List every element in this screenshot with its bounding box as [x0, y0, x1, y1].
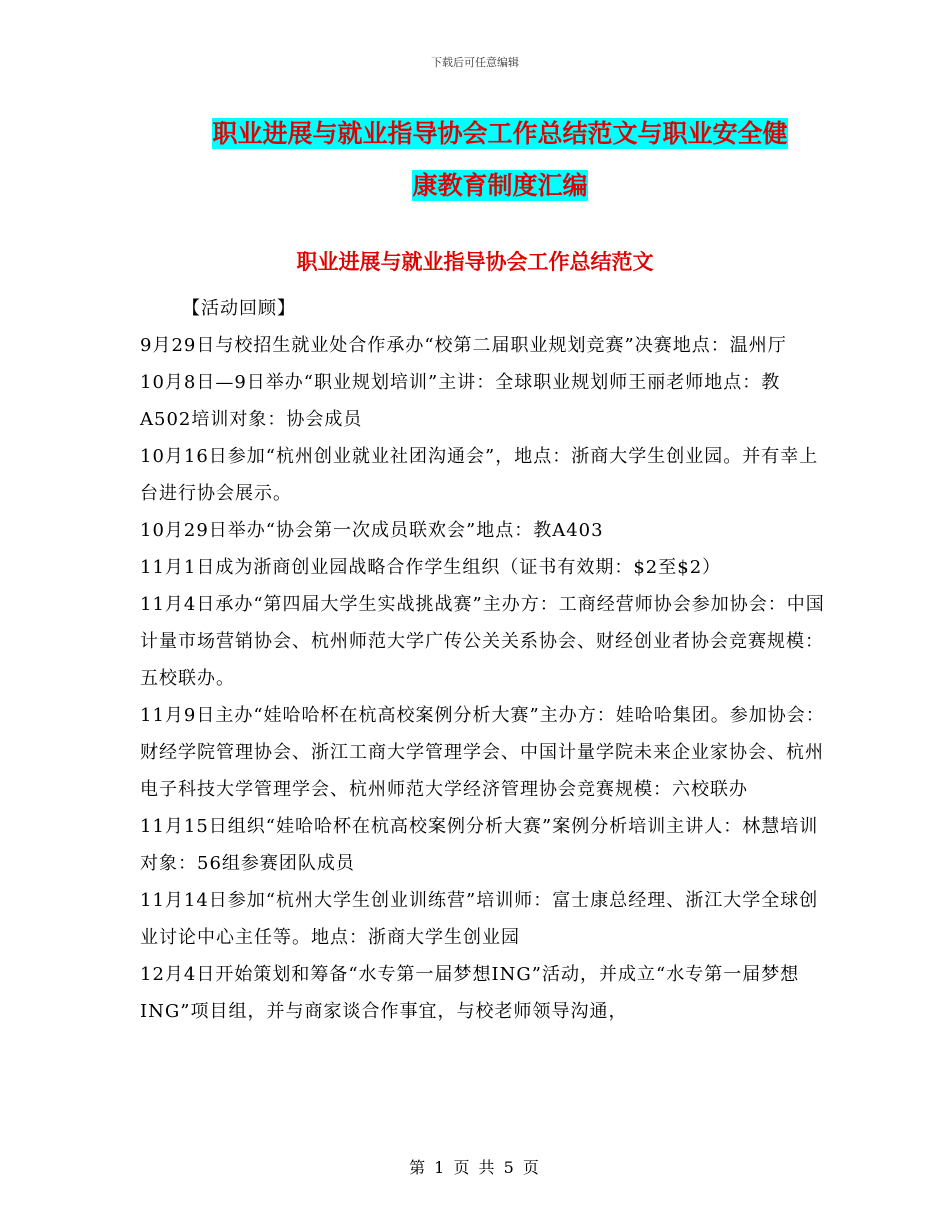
document-body	[140, 290, 830, 1030]
paragraph: 11月14日参加“杭州大学生创业训练营”培训师：富士康总经理、浙江大学全球创业讨论中心主任等。地点：浙商大学生创业园	[140, 890, 819, 948]
title-line-2: 康教育制度汇编	[412, 171, 588, 200]
paragraph: 11月9日主办“娃哈哈杯在杭高校案例分析大赛”主办方：娃哈哈集团。参加协会：财经学院管理协会、浙江工商大学管理学会、中国计量学院未来企业家协会、杭州电子科技大学管理学会、杭州师范大学经济管理协会竞赛规模：六校联办	[140, 705, 825, 800]
paragraph: 10月8日—9日举办“职业规划培训”主讲：全球职业规划师王丽老师地点：教A502培训对象：协会成员	[140, 372, 781, 430]
page-header-note: 下载后可任意编辑	[431, 56, 519, 69]
paragraph: 10月16日参加“杭州创业就业社团沟通会”，地点：浙商大学生创业园。并有幸上台进行协会展示。	[140, 446, 819, 504]
paragraph: 11月4日承办“第四届大学生实战挑战赛”主办方：工商经营师协会参加协会：中国计量市场营销协会、杭州师范大学广传公关关系协会、财经创业者协会竞赛规模：五校联办。	[140, 594, 825, 689]
paragraph: 10月29日举办“协会第一次成员联欢会”地点：教A403	[140, 520, 604, 541]
paragraph-activity-review: 【活动回顾】	[182, 298, 296, 319]
paragraph: 11月1日成为浙商创业园战略合作学生组织（证书有效期：$2至$2）	[140, 557, 722, 578]
paragraph: 12月4日开始策划和筹备“水专第一届梦想ING”活动，并成立“水专第一届梦想ING”项目组，并与商家谈合作事宜，与校老师领导沟通，	[140, 964, 800, 1022]
paragraph: 11月15日组织“娃哈哈杯在杭高校案例分析大赛”案例分析培训主讲人：林慧培训对象：56组参赛团队成员	[140, 816, 819, 874]
title-line-1: 职业进展与就业指导协会工作总结范文与职业安全健	[212, 119, 788, 148]
document-title	[140, 108, 860, 212]
section-heading: 职业进展与就业指导协会工作总结范文	[296, 250, 654, 274]
paragraph: 9月29日与校招生就业处合作承办“校第二届职业规划竞赛”决赛地点：温州厅	[140, 335, 787, 356]
page-footer: 第 1 页 共 5 页	[409, 1158, 541, 1177]
